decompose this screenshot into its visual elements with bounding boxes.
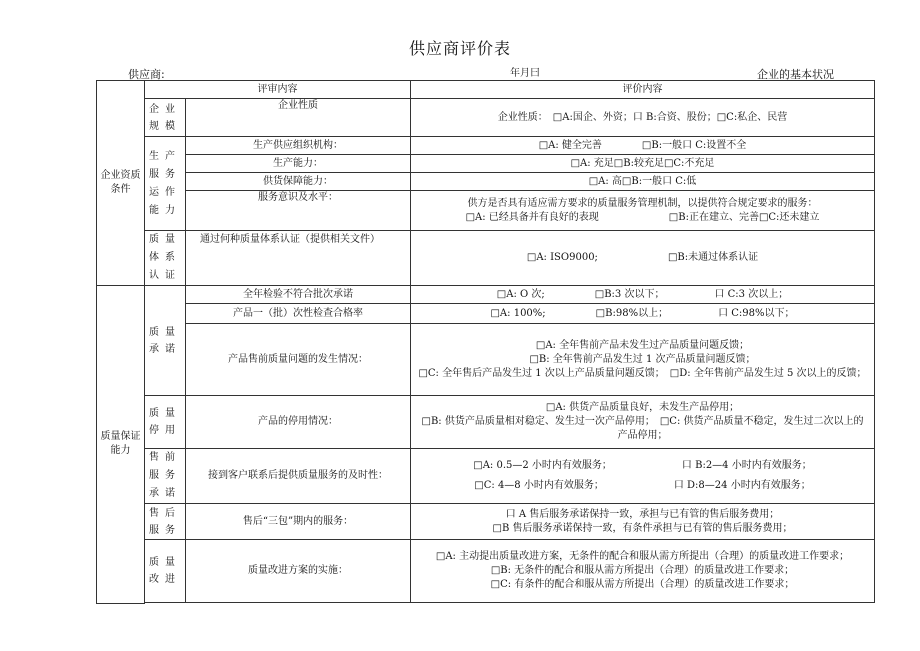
response-d: 口 D:8—24 小时内有效服务； bbox=[673, 480, 811, 491]
qms-option-a: □A: ISO9000; bbox=[526, 252, 598, 263]
presale-answer bbox=[411, 324, 875, 396]
sub-production: 生产服务运作能力 bbox=[145, 137, 186, 231]
aftersale-question: 售后“三包”期内的服务： bbox=[186, 504, 411, 540]
sub-commit: 质量承诺 bbox=[145, 286, 186, 396]
capacity-question: 生产能力： bbox=[186, 155, 411, 173]
page-title: 供应商评价表 bbox=[408, 39, 511, 58]
nature-answer bbox=[411, 99, 875, 137]
sub-aftersale: 售后服务 bbox=[145, 504, 186, 540]
response-question: 接到客户联系后提供质量服务的及时性： bbox=[186, 449, 411, 504]
nature-options: □A:国企、外资；口 B:合资、股份；□C:私企、民营 bbox=[552, 111, 788, 123]
aftersale-a: 口 A 售后服务承诺保持一致，承担与已有管的售后服务费用； bbox=[505, 508, 780, 520]
pass-answer bbox=[411, 304, 875, 324]
date-label: 年月曰 bbox=[510, 68, 540, 79]
improve-a: □A: 主动提出质量改进方案，无条件的配合和服从需方所提出（合理）的质量改进工作要求； bbox=[435, 551, 850, 562]
inspection-a: □A: O 次; bbox=[496, 288, 545, 300]
service-answer bbox=[411, 191, 875, 231]
sub-improve: 质量改进 bbox=[145, 540, 186, 603]
supply-question: 供货保障能力： bbox=[186, 173, 411, 191]
supplier-label: 供应商: bbox=[128, 68, 165, 81]
category-quality: 质量保证能力 bbox=[97, 286, 145, 604]
service-line-1: 供方是否具有适应需方要求的质量服务管理机制，以提供符合规定要求的服务： bbox=[467, 197, 818, 209]
nature-label: 企业性质： bbox=[497, 111, 543, 123]
sub-presale-service: 售前服务承诺 bbox=[145, 449, 186, 504]
sub-scale: 企业规模 bbox=[145, 99, 186, 137]
qms-answer bbox=[411, 231, 875, 286]
improve-b: □B: 无条件的配合和服从需方所提出（合理）的质量改进工作要求； bbox=[490, 565, 795, 576]
qms-question: 通过何种质量体系认证（提供相关文件） bbox=[186, 231, 411, 286]
service-option-a: □A: 已经具备并有良好的表现 bbox=[465, 211, 599, 223]
inspection-c: 口 C:3 次以上； bbox=[714, 288, 789, 300]
supply-answer: □A: 高□B:一般口 C:低 bbox=[411, 173, 875, 191]
pass-a: □A: 100%; bbox=[490, 307, 546, 319]
basic-status-label: 企业的基本状况 bbox=[757, 68, 834, 81]
improve-question: 质量改进方案的实施： bbox=[186, 540, 411, 603]
response-b: 口 B:2—4 小时内有效服务； bbox=[681, 460, 812, 471]
improve-c: □C: 有条件的配合和服从需方所提出（合理）的质量改进工作要求； bbox=[490, 579, 795, 590]
pass-b: □B:98%以上； bbox=[595, 307, 669, 319]
sub-qms: 质量体系认证 bbox=[145, 231, 186, 286]
nature-question: 企业性质 bbox=[186, 99, 411, 137]
sub-stop: 质量停用 bbox=[145, 396, 186, 449]
response-a: □A: 0.5—2 小时内有效服务； bbox=[473, 460, 612, 471]
improve-answer bbox=[411, 540, 875, 603]
aftersale-answer bbox=[411, 504, 875, 540]
org-question: 生产供应组织机构： bbox=[186, 137, 411, 155]
category-qualification: 企业资质条件 bbox=[97, 81, 145, 286]
pass-question: 产品一（批）次性检查合格率 bbox=[186, 304, 411, 324]
pass-c: 口 C:98%以下； bbox=[718, 307, 795, 319]
header-evaluation: 评价内容 bbox=[411, 81, 875, 99]
aftersale-b: □B 售后服务承诺保持一致，有条件承担与已有管的售后服务费用； bbox=[492, 522, 793, 534]
stop-a: □A: 供货产品质量良好，未发生产品停用； bbox=[545, 402, 740, 413]
capacity-answer: □A: 充足□B:较充足□C:不充足 bbox=[411, 155, 875, 173]
stop-bc: □B: 供货产品质量相对稳定、发生过一次产品停用； □C: 供货产品质量不稳定，发生过二次以上的 bbox=[421, 416, 864, 427]
qms-option-b: □B:未通过体系认证 bbox=[667, 252, 759, 263]
stop-answer bbox=[411, 396, 875, 449]
stop-c-cont: 产品停用； bbox=[617, 430, 668, 441]
inspection-question: 全年检验不符合批次承诺 bbox=[186, 286, 411, 304]
presale-b: □B: 全年售前产品发生过 1 次产品质量问题反馈； bbox=[529, 353, 756, 365]
response-answer bbox=[411, 449, 875, 504]
presale-cd: □C: 全年售后产品发生过 1 次以上产品质量问题反馈； □D: 全年售前产品发生过 5 次以上的反馈； bbox=[418, 367, 867, 379]
inspection-answer bbox=[411, 286, 875, 304]
org-answer: □A: 健全完善 □B:一般口 C:设置不全 bbox=[411, 137, 875, 155]
stop-question: 产品的停用情况： bbox=[186, 396, 411, 449]
service-question: 服务意识及水平： bbox=[186, 191, 411, 231]
service-option-bc: □B:正在建立、完善□C:还未建立 bbox=[668, 211, 820, 223]
header-review: 评审内容 bbox=[145, 81, 411, 99]
evaluation-table bbox=[96, 80, 875, 604]
presale-question: 产品售前质量问题的发生情况： bbox=[186, 324, 411, 396]
inspection-b: □B:3 次以下； bbox=[594, 288, 665, 300]
presale-a: □A: 全年售前产品未发生过产品质量问题反馈； bbox=[535, 339, 750, 351]
response-c: □C: 4—8 小时内有效服务； bbox=[474, 480, 604, 491]
